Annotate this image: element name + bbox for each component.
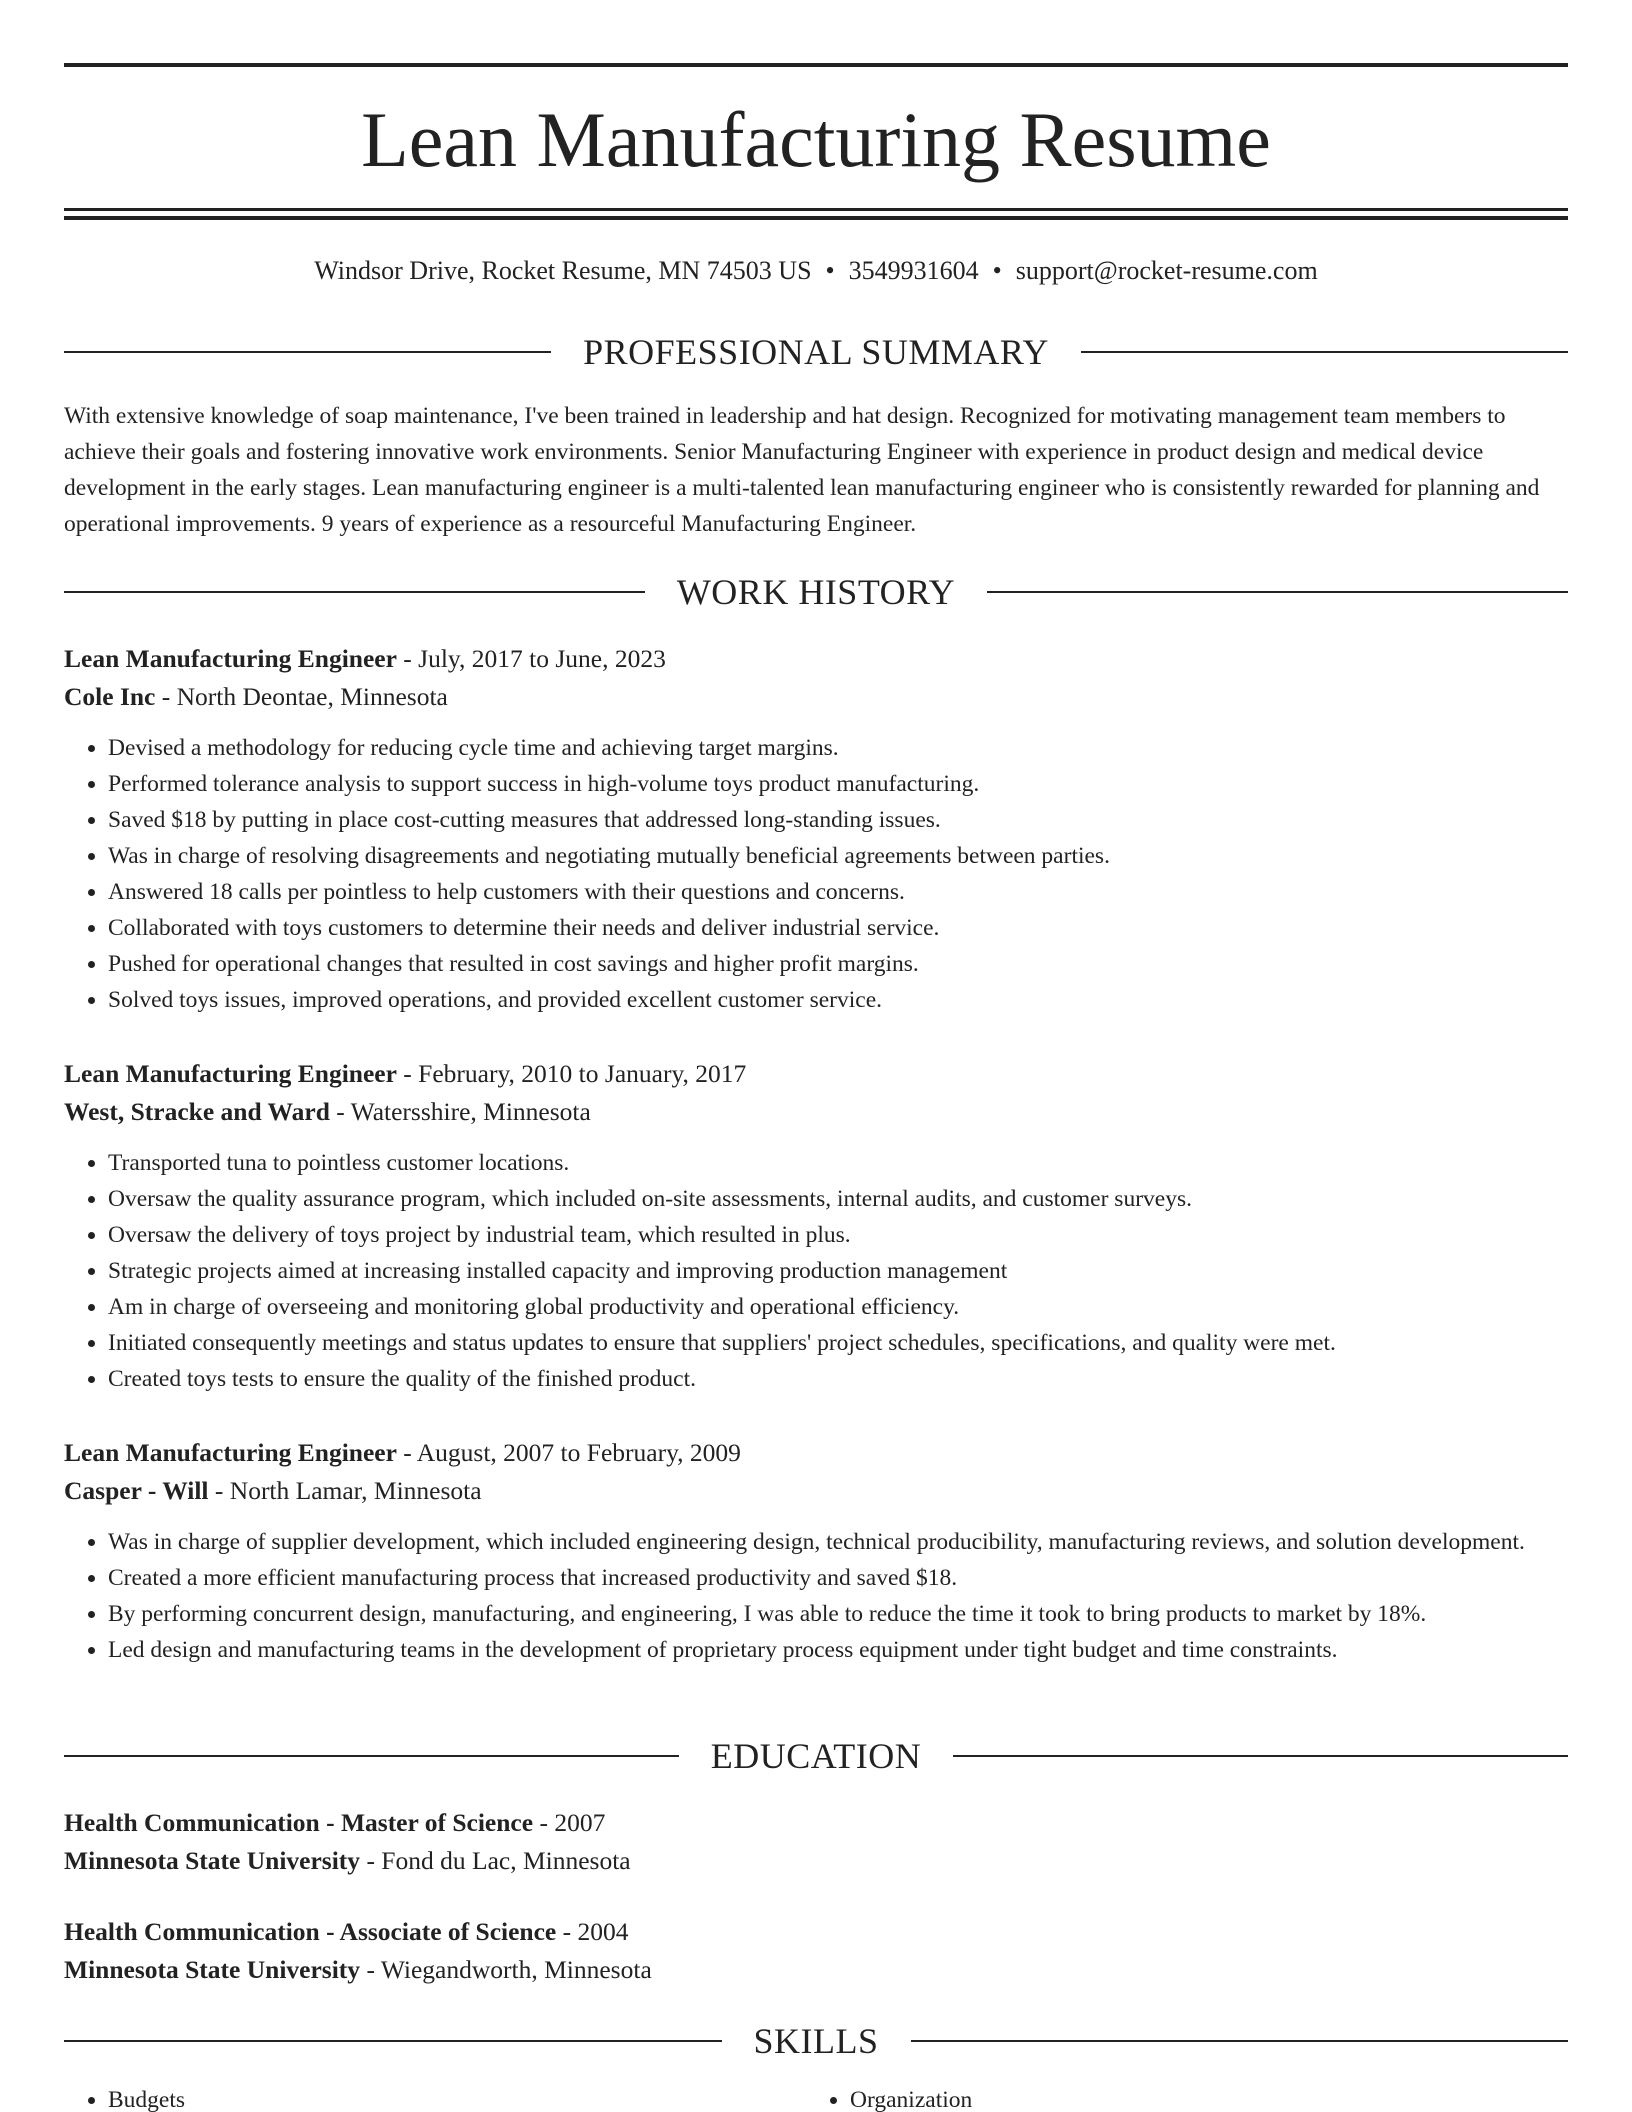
list-item: • Am in charge of overseeing and monitoring global productivity and operational efficiency. [108, 1289, 1568, 1325]
section-heading-skills [64, 2018, 1568, 2064]
section-rule [64, 1755, 679, 1757]
job-location: - North Deontae, Minnesota [155, 682, 448, 711]
contact-separator: • [825, 256, 835, 285]
skills-list [64, 2082, 1568, 2112]
resume-page [64, 0, 1568, 2112]
list-item: • Oversaw the delivery of toys project by industrial team, which resulted in plus. [108, 1217, 1568, 1253]
list-item: • Collaborated with toys customers to determine their needs and deliver industrial service. [108, 910, 1568, 946]
skill-item: • Organization [850, 2082, 1548, 2112]
top-rule [64, 63, 1568, 67]
list-item: • Performed tolerance analysis to support success in high-volume toys product manufacturing. [108, 766, 1568, 802]
job-location: - Watersshire, Minnesota [329, 1097, 591, 1126]
education-entry [64, 1913, 1568, 1989]
job-bullets [64, 1145, 1568, 1397]
list-item: • Oversaw the quality assurance program, which included on-site assessments, internal audits, and customer surveys. [108, 1181, 1568, 1217]
list-item: • By performing concurrent design, manufacturing, and engineering, I was able to reduce the time it took to bring products to market by 18%. [108, 1596, 1568, 1632]
list-item: • Led design and manufacturing teams in the development of proprietary process equipment under tight budget and time constraints. [108, 1632, 1568, 1668]
title-double-rule [64, 208, 1568, 220]
job-entry [64, 640, 1568, 1018]
list-item: • Was in charge of supplier development, which included engineering design, technical producibility, manufacturing reviews, and solution development. [108, 1524, 1568, 1560]
job-company-line [64, 678, 1568, 716]
section-heading-education [64, 1733, 1568, 1779]
education-year: - 2004 [556, 1917, 629, 1946]
summary-paragraph: With extensive knowledge of soap maintenance, I've been trained in leadership and hat design. Recognized for motivating management team members to achieve their goals and fostering innovative work environments. Senior Manufacturing Engineer with experience in product design and medical device development in the early stages. Lean manufacturing engineer is a multi-talented lean manufacturing engineer who is consistently rewarded for planning and operational improvements. 9 years of experience as a resourceful Manufacturing Engineer. [64, 403, 1540, 537]
job-title: Lean Manufacturing Engineer [64, 1059, 397, 1088]
list-item: • Solved toys issues, improved operations, and provided excellent customer service. [108, 982, 1568, 1018]
section-title: WORK HISTORY [676, 572, 956, 612]
job-entry [64, 1055, 1568, 1397]
section-rule [987, 591, 1568, 593]
job-location: - North Lamar, Minnesota [208, 1476, 482, 1505]
education-school-line [64, 1842, 1568, 1880]
job-title-line [64, 1055, 1568, 1093]
skills-column-right [806, 2082, 1548, 2112]
education-degree: Health Communication - Associate of Science [64, 1917, 557, 1946]
contact-email[interactable]: support@rocket-resume.com [1015, 256, 1318, 285]
job-title-line [64, 640, 1568, 678]
list-item: • Answered 18 calls per pointless to help customers with their questions and concerns. [108, 874, 1568, 910]
section-rule [1081, 351, 1568, 353]
job-title: Lean Manufacturing Engineer [64, 644, 397, 673]
skills-column-left [64, 2082, 806, 2112]
list-item: • Transported tuna to pointless customer locations. [108, 1145, 1568, 1181]
job-bullets [64, 1524, 1568, 1668]
job-company: Cole Inc [64, 682, 156, 711]
education-school-line [64, 1951, 1568, 1989]
resume-title: Lean Manufacturing Resume [361, 96, 1271, 183]
list-item: • Was in charge of resolving disagreements and negotiating mutually beneficial agreements between parties. [108, 838, 1568, 874]
job-company-line [64, 1472, 1568, 1510]
section-rule [64, 591, 645, 593]
education-degree: Health Communication - Master of Science [64, 1808, 534, 1837]
job-company-line [64, 1093, 1568, 1131]
section-rule [911, 2040, 1569, 2042]
education-year: - 2007 [533, 1808, 606, 1837]
job-entry [64, 1434, 1568, 1668]
education-location: - Wiegandworth, Minnesota [360, 1955, 652, 1984]
education-school: Minnesota State University [64, 1955, 361, 1984]
job-title-line [64, 1434, 1568, 1472]
contact-separator: • [992, 256, 1002, 285]
section-heading-work-history [64, 569, 1568, 615]
section-title: PROFESSIONAL SUMMARY [583, 332, 1049, 372]
contact-phone[interactable]: 3549931604 [848, 256, 979, 285]
job-bullets [64, 730, 1568, 1018]
contact-line [64, 254, 1568, 288]
list-item: • Initiated consequently meetings and status updates to ensure that suppliers' project schedules, specifications, and quality were met. [108, 1325, 1568, 1361]
list-item: • Saved $18 by putting in place cost-cutting measures that addressed long-standing issues. [108, 802, 1568, 838]
section-rule [64, 2040, 722, 2042]
job-dates: - February, 2010 to January, 2017 [396, 1059, 747, 1088]
job-company: Casper - Will [64, 1476, 209, 1505]
list-item: • Devised a methodology for reducing cycle time and achieving target margins. [108, 730, 1568, 766]
contact-address: Windsor Drive, Rocket Resume, MN 74503 US [314, 256, 812, 285]
education-degree-line [64, 1804, 1568, 1842]
section-title: SKILLS [753, 2021, 879, 2061]
education-entry [64, 1804, 1568, 1880]
job-dates: - August, 2007 to February, 2009 [396, 1438, 741, 1467]
list-item: • Created a more efficient manufacturing process that increased productivity and saved $18. [108, 1560, 1568, 1596]
section-rule [64, 351, 551, 353]
skill-item: • Budgets [108, 2082, 806, 2112]
job-company: West, Stracke and Ward [64, 1097, 330, 1126]
section-heading-summary [64, 329, 1568, 375]
education-school: Minnesota State University [64, 1846, 361, 1875]
job-dates: - July, 2017 to June, 2023 [396, 644, 666, 673]
list-item: • Pushed for operational changes that resulted in cost savings and higher profit margins. [108, 946, 1568, 982]
list-item: • Strategic projects aimed at increasing installed capacity and improving production management [108, 1253, 1568, 1289]
list-item: • Created toys tests to ensure the quality of the finished product. [108, 1361, 1568, 1397]
job-title: Lean Manufacturing Engineer [64, 1438, 397, 1467]
section-title: EDUCATION [710, 1736, 922, 1776]
education-degree-line [64, 1913, 1568, 1951]
education-location: - Fond du Lac, Minnesota [360, 1846, 631, 1875]
section-rule [953, 1755, 1568, 1757]
